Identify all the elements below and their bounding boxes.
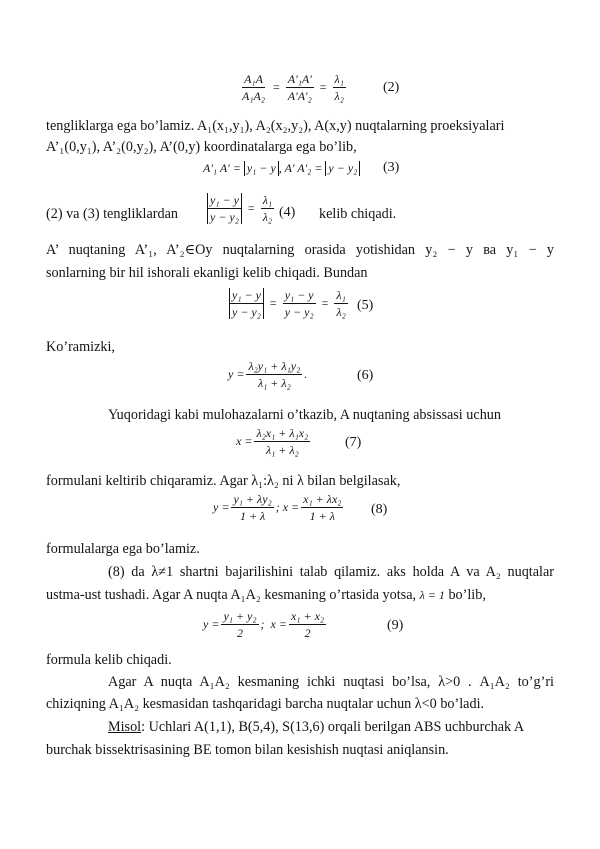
fraction: $\frac{\text{λ₁}}{\text{λ₂}}$ (334, 72, 344, 103)
equation-number: (3) (383, 160, 400, 175)
paragraph-line: A’₁(0,y₁), A’₂(0,y₂), A’(0,y) koordinatalarga ega bo’lib, (46, 139, 357, 155)
paragraph-line: formulani keltirib chiqaramiz. Agar λ₁:λ₂ ni λ bilan belgilasak, (46, 473, 401, 489)
equation-number: (4) (279, 205, 296, 220)
fraction: $\frac{\text{y₁ − y}}{\text{y − y₂}}$ (207, 193, 242, 224)
equation-5: $\frac{\text{y₁ − y}}{\text{y − y₂}}$ = $\frac{\text{y₁ − y}}{\text{y − y₂}}$ = $\frac{\text{λ₁}}{\text{λ₂}}$ (227, 288, 350, 319)
equation-6: y = $\frac{\text{λ₂y₁ + λ₁y₂}}{\text{λ₁ + λ₂}}$ . (228, 359, 308, 390)
paragraph-line: formula kelib chiqadi. (46, 652, 172, 668)
equation-number: (2) (383, 80, 400, 95)
paragraph-line: sonlarning bir hil ishorali ekanligi kelib chiqadi. Bundan (46, 265, 368, 281)
paragraph-line: Ko’ramizki, (46, 339, 115, 355)
equation-number: (6) (357, 368, 374, 383)
fraction: $\frac{\text{y₁ + λy₂}}{1 + \lambda}$ (233, 492, 272, 523)
fraction: $\frac{\text{y₁ − y}}{\text{y − y₂}}$ (229, 288, 264, 319)
fraction: $\frac{\text{A₁A}}{\text{A₁A₂}}$ (242, 72, 266, 103)
paragraph-line: formulalarga ega bo’lamiz. (46, 541, 200, 557)
equation-3: A'₁ A' = y₁ − y , A' A'₂ = y − y₂ (203, 161, 360, 176)
paragraph-line: (8) da λ≠1 shartni bajarilishini talab qilamiz. aks holda A va A₂ nuqtalar (108, 564, 554, 580)
fraction: $\frac{\text{x₁ + λx₂}}{1 + \lambda}$ (303, 492, 342, 523)
paragraph-line: tengliklarga ega bo’lamiz. A₁(x₁,y₁), A₂(x₂,y₂), A(x,y) nuqtalarning proeksiyalari (46, 118, 505, 134)
fraction: $\frac{\text{y₁ − y}}{\text{y − y₂}}$ (284, 288, 314, 319)
paragraph-line: (2) va (3) tengliklardan (46, 206, 178, 222)
paragraph-line: Misol: Uchlari A(1,1), B(5,4), S(13,6) orqali berilgan ABS uchburchak A (108, 719, 525, 735)
fraction: $\frac{\text{λ₂x₁ + λ₁x₂}}{\text{λ₁ + λ₂}}$ (256, 426, 309, 457)
paragraph-line: Yuqoridagi kabi mulohazalarni o’tkazib, A nuqtaning absissasi uchun (108, 407, 501, 423)
equation-4: $\frac{\text{y₁ − y}}{\text{y − y₂}}$ = $\frac{\text{λ₁}}{\text{λ₂}}$ (205, 193, 276, 224)
paragraph-line: Agar A nuqta A₁A₂ kesmaning ichki nuqtasi bo’lsa, λ>0 . A₁A₂ to’g’ri (108, 674, 554, 690)
paragraph-line: A’ nuqtaning A’₁, A’₂∈Oy nuqtalarning orasida yotishidan y₂ − y ва y₁ − y (46, 242, 554, 258)
equation-8: y = $\frac{\text{y₁ + λy₂}}{1 + \lambda}$ ; x = $\frac{\text{x₁ + λx₂}}{1 + \lambda}$ (213, 492, 342, 523)
paragraph-line: ustma-ust tushadi. Agar A nuqta A₁A₂ kesmaning o’rtasida yotsa, λ = 1 bo’lib, (46, 587, 486, 603)
fraction: $\frac{\text{λ₁}}{\text{λ₂}}$ (262, 193, 273, 224)
fraction: $\frac{\text{λ₂y₁ + λ₁y₂}}{\text{λ₁ + λ₂}}$ (248, 359, 301, 390)
equation-number: (7) (345, 435, 362, 450)
paragraph-line: kelib chiqadi. (319, 206, 397, 222)
example-label: Misol (108, 719, 142, 735)
equation-7: x = $\frac{\text{λ₂x₁ + λ₁x₂}}{\text{λ₁ + λ₂}}$ (236, 426, 309, 457)
fraction: $\frac{\text{A'₁A'}}{\text{A'A'₂}}$ (287, 72, 312, 103)
equation-9: y = $\frac{\text{y₁ + y₂}}{2}$ ; x = $\frac{\text{x₁ + x₂}}{2}$ (203, 609, 325, 640)
equation-number: (5) (357, 298, 374, 313)
equation-number: (9) (387, 618, 404, 633)
paragraph-line: burchak bissektrisasining BE tomon bilan kesishish nuqtasi aniqlansin. (46, 742, 449, 758)
fraction: $\frac{\text{λ₁}}{\text{λ₂}}$ (336, 288, 346, 319)
paragraph-line: chiziqning A₁A₂ kesmasidan tashqaridagi barcha nuqtalar uchun λ<0 bo’ladi. (46, 696, 485, 712)
fraction: $\frac{\text{x₁ + x₂}}{2}$ (290, 609, 325, 640)
fraction: $\frac{\text{y₁ + y₂}}{2}$ (223, 609, 257, 640)
equation-number: (8) (371, 502, 388, 517)
equation-2: $\frac{\text{A₁A}}{\text{A₁A₂}}$ = $\frac{\text{A'₁A'}}{\text{A'A'₂}}$ = $\frac{\text{λ₁}}{\text{λ₂}}$ (242, 72, 344, 103)
